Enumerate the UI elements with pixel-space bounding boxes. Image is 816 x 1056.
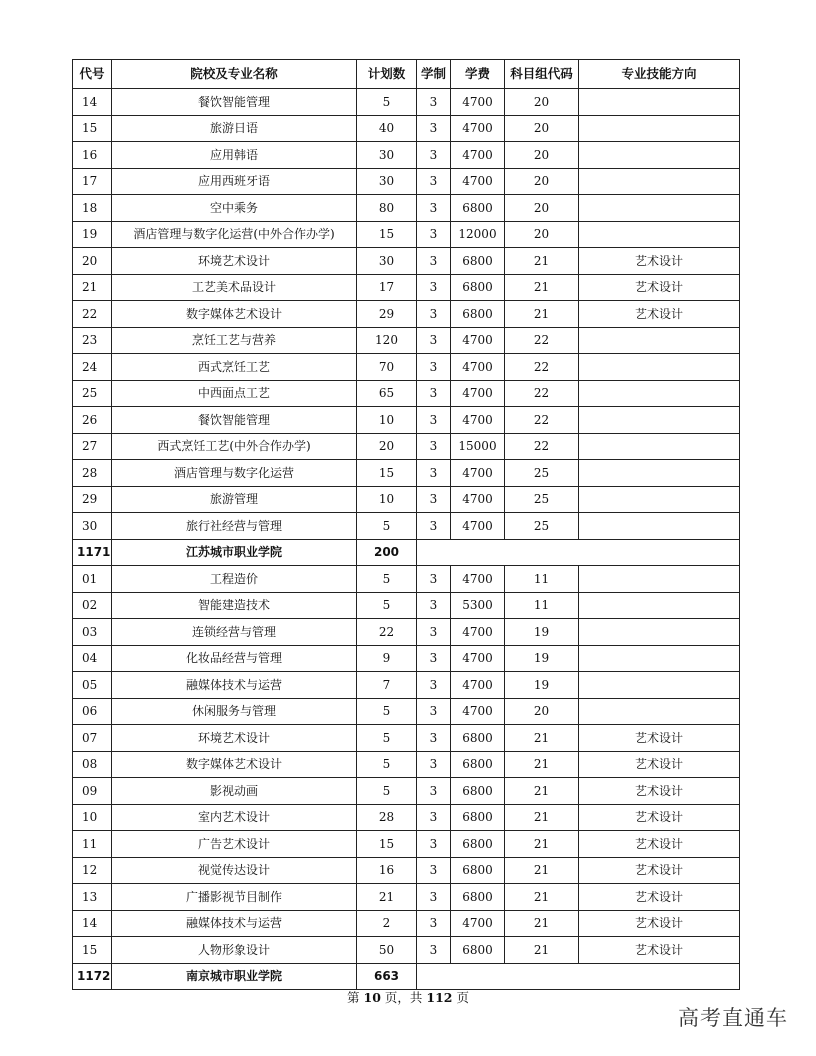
row-plan: 9 [357,645,417,672]
row-subject: 11 [505,566,579,593]
footer-mid: 页，共 [384,990,423,1005]
row-subject: 20 [505,168,579,195]
header-fee: 学费 [451,60,505,89]
row-skill: 艺术设计 [579,831,740,858]
row-plan: 29 [357,301,417,328]
row-code: 16 [73,142,112,169]
row-name: 工程造价 [112,566,357,593]
school-row-1171-group [73,539,740,566]
row-years: 3 [417,592,451,619]
table-row [73,910,740,937]
row-fee: 4700 [451,486,505,513]
table-row [73,725,740,752]
row-code: 27 [73,433,112,460]
row-subject: 25 [505,513,579,540]
row-subject: 21 [505,804,579,831]
table-row [73,380,740,407]
row-subject: 21 [505,884,579,911]
row-subject: 20 [505,698,579,725]
row-years: 3 [417,698,451,725]
row-plan: 15 [357,221,417,248]
row-years: 3 [417,433,451,460]
row-name: 广告艺术设计 [112,831,357,858]
row-code: 14 [73,89,112,116]
table-row [73,327,740,354]
table-row [73,433,740,460]
row-plan: 5 [357,89,417,116]
row-subject: 21 [505,301,579,328]
table-row [73,274,740,301]
table-row [73,115,740,142]
row-skill [579,115,740,142]
row-subject: 21 [505,274,579,301]
row-years: 3 [417,142,451,169]
row-years: 3 [417,672,451,699]
row-plan: 5 [357,513,417,540]
row-plan: 2 [357,910,417,937]
row-skill [579,89,740,116]
row-plan: 15 [357,831,417,858]
row-name: 应用韩语 [112,142,357,169]
table-row [73,248,740,275]
row-skill: 艺术设计 [579,884,740,911]
row-skill [579,698,740,725]
row-subject: 22 [505,407,579,434]
row-subject: 20 [505,142,579,169]
row-code: 20 [73,248,112,275]
row-skill: 艺术设计 [579,937,740,964]
row-name: 烹饪工艺与营养 [112,327,357,354]
table-row [73,460,740,487]
row-fee: 4700 [451,407,505,434]
row-years: 3 [417,884,451,911]
table-row [73,619,740,646]
row-plan: 22 [357,619,417,646]
row-name: 人物形象设计 [112,937,357,964]
table-row [73,645,740,672]
row-fee: 6800 [451,804,505,831]
row-name: 环境艺术设计 [112,248,357,275]
table-row [73,89,740,116]
row-fee: 4700 [451,142,505,169]
row-subject: 21 [505,248,579,275]
row-plan: 17 [357,274,417,301]
row-fee: 6800 [451,725,505,752]
table-row [73,354,740,381]
header-skill: 专业技能方向 [579,60,740,89]
row-years: 3 [417,513,451,540]
row-plan: 7 [357,672,417,699]
row-subject: 20 [505,221,579,248]
footer-prefix: 第 [347,990,360,1005]
row-code: 13 [73,884,112,911]
row-skill: 艺术设计 [579,778,740,805]
row-years: 3 [417,937,451,964]
school-row [73,539,740,566]
row-plan: 30 [357,168,417,195]
row-skill [579,354,740,381]
row-subject: 20 [505,89,579,116]
row-name: 融媒体技术与运营 [112,672,357,699]
school-code: 1172 [73,963,112,990]
school-name: 南京城市职业学院 [112,963,357,990]
row-fee: 4700 [451,910,505,937]
row-code: 19 [73,221,112,248]
row-fee: 4700 [451,89,505,116]
row-skill [579,460,740,487]
row-plan: 70 [357,354,417,381]
row-subject: 20 [505,115,579,142]
row-fee: 4700 [451,619,505,646]
row-plan: 30 [357,142,417,169]
table-row [73,195,740,222]
row-fee: 6800 [451,195,505,222]
row-name: 酒店管理与数字化运营 [112,460,357,487]
row-skill: 艺术设计 [579,751,740,778]
row-name: 连锁经营与管理 [112,619,357,646]
row-years: 3 [417,460,451,487]
row-skill [579,566,740,593]
row-name: 中西面点工艺 [112,380,357,407]
row-code: 15 [73,937,112,964]
row-subject: 21 [505,778,579,805]
row-name: 智能建造技术 [112,592,357,619]
table-row [73,142,740,169]
row-years: 3 [417,751,451,778]
table-row [73,301,740,328]
header-subject: 科目组代码 [505,60,579,89]
row-fee: 6800 [451,778,505,805]
row-skill: 艺术设计 [579,248,740,275]
school-plan: 200 [357,539,417,566]
row-code: 06 [73,698,112,725]
row-fee: 5300 [451,592,505,619]
footer-suffix: 页 [456,990,469,1005]
school-blank [417,963,740,990]
row-fee: 4700 [451,645,505,672]
row-plan: 28 [357,804,417,831]
row-subject: 21 [505,725,579,752]
row-subject: 22 [505,354,579,381]
row-name: 空中乘务 [112,195,357,222]
table-row [73,513,740,540]
row-fee: 15000 [451,433,505,460]
row-fee: 6800 [451,274,505,301]
row-name: 工艺美术品设计 [112,274,357,301]
row-code: 26 [73,407,112,434]
major-rows-group-b [73,566,740,964]
row-years: 3 [417,566,451,593]
row-years: 3 [417,778,451,805]
row-subject: 22 [505,327,579,354]
row-code: 12 [73,857,112,884]
school-row [73,963,740,990]
row-plan: 50 [357,937,417,964]
row-subject: 19 [505,645,579,672]
header-plan: 计划数 [357,60,417,89]
row-fee: 6800 [451,751,505,778]
row-name: 室内艺术设计 [112,804,357,831]
row-code: 25 [73,380,112,407]
row-plan: 10 [357,407,417,434]
row-code: 01 [73,566,112,593]
row-skill [579,513,740,540]
row-subject: 25 [505,460,579,487]
row-plan: 80 [357,195,417,222]
row-plan: 10 [357,486,417,513]
row-code: 10 [73,804,112,831]
table-row [73,168,740,195]
row-years: 3 [417,645,451,672]
row-subject: 21 [505,831,579,858]
row-years: 3 [417,910,451,937]
row-subject: 19 [505,672,579,699]
row-subject: 20 [505,195,579,222]
row-name: 广播影视节目制作 [112,884,357,911]
header-code: 代号 [73,60,112,89]
row-skill [579,142,740,169]
row-fee: 4700 [451,566,505,593]
row-skill [579,619,740,646]
school-code: 1171 [73,539,112,566]
row-name: 数字媒体艺术设计 [112,751,357,778]
row-skill: 艺术设计 [579,910,740,937]
row-name: 数字媒体艺术设计 [112,301,357,328]
header-years: 学制 [417,60,451,89]
row-plan: 21 [357,884,417,911]
row-fee: 4700 [451,115,505,142]
row-code: 11 [73,831,112,858]
row-years: 3 [417,857,451,884]
row-plan: 5 [357,778,417,805]
row-subject: 21 [505,751,579,778]
row-skill [579,168,740,195]
row-plan: 5 [357,725,417,752]
row-fee: 6800 [451,884,505,911]
row-plan: 16 [357,857,417,884]
row-plan: 120 [357,327,417,354]
row-subject: 19 [505,619,579,646]
table-row [73,884,740,911]
table-row [73,672,740,699]
row-skill [579,195,740,222]
row-skill [579,433,740,460]
school-blank [417,539,740,566]
row-skill [579,380,740,407]
footer-page-number: 10 [363,990,381,1005]
row-skill [579,645,740,672]
row-plan: 20 [357,433,417,460]
row-name: 旅游日语 [112,115,357,142]
row-code: 30 [73,513,112,540]
row-years: 3 [417,486,451,513]
school-name: 江苏城市职业学院 [112,539,357,566]
row-name: 影视动画 [112,778,357,805]
row-code: 21 [73,274,112,301]
row-code: 07 [73,725,112,752]
row-skill: 艺术设计 [579,804,740,831]
row-code: 22 [73,301,112,328]
row-plan: 5 [357,566,417,593]
row-subject: 21 [505,857,579,884]
row-fee: 4700 [451,327,505,354]
row-years: 3 [417,248,451,275]
row-fee: 6800 [451,831,505,858]
row-skill: 艺术设计 [579,725,740,752]
row-years: 3 [417,327,451,354]
row-years: 3 [417,804,451,831]
table-row [73,221,740,248]
table-row [73,804,740,831]
major-rows-group-a [73,89,740,540]
row-code: 04 [73,645,112,672]
row-fee: 4700 [451,168,505,195]
row-fee: 4700 [451,354,505,381]
row-name: 化妆品经营与管理 [112,645,357,672]
row-fee: 6800 [451,248,505,275]
row-subject: 22 [505,380,579,407]
table-row [73,857,740,884]
row-years: 3 [417,168,451,195]
row-years: 3 [417,354,451,381]
header-name: 院校及专业名称 [112,60,357,89]
row-plan: 40 [357,115,417,142]
row-years: 3 [417,89,451,116]
row-skill: 艺术设计 [579,857,740,884]
row-fee: 6800 [451,301,505,328]
row-code: 05 [73,672,112,699]
row-subject: 25 [505,486,579,513]
table-row [73,778,740,805]
row-code: 18 [73,195,112,222]
row-fee: 4700 [451,380,505,407]
row-fee: 6800 [451,857,505,884]
row-code: 02 [73,592,112,619]
row-years: 3 [417,115,451,142]
row-code: 23 [73,327,112,354]
row-name: 酒店管理与数字化运营(中外合作办学) [112,221,357,248]
row-years: 3 [417,195,451,222]
row-skill [579,592,740,619]
row-plan: 5 [357,698,417,725]
row-name: 旅行社经营与管理 [112,513,357,540]
row-plan: 65 [357,380,417,407]
row-years: 3 [417,274,451,301]
row-name: 西式烹饪工艺 [112,354,357,381]
row-subject: 22 [505,433,579,460]
row-code: 28 [73,460,112,487]
row-fee: 4700 [451,460,505,487]
row-skill: 艺术设计 [579,301,740,328]
row-name: 环境艺术设计 [112,725,357,752]
row-code: 29 [73,486,112,513]
row-code: 08 [73,751,112,778]
row-name: 旅游管理 [112,486,357,513]
row-name: 休闲服务与管理 [112,698,357,725]
row-plan: 30 [357,248,417,275]
row-fee: 4700 [451,672,505,699]
enrollment-table [72,59,740,990]
row-code: 14 [73,910,112,937]
table-row [73,566,740,593]
row-skill [579,327,740,354]
school-plan: 663 [357,963,417,990]
row-plan: 5 [357,751,417,778]
table-row [73,698,740,725]
row-subject: 21 [505,910,579,937]
row-name: 餐饮智能管理 [112,407,357,434]
row-skill [579,407,740,434]
row-code: 09 [73,778,112,805]
table-row [73,937,740,964]
row-fee: 12000 [451,221,505,248]
row-years: 3 [417,301,451,328]
row-name: 餐饮智能管理 [112,89,357,116]
row-skill [579,672,740,699]
row-name: 融媒体技术与运营 [112,910,357,937]
row-years: 3 [417,831,451,858]
row-code: 03 [73,619,112,646]
row-subject: 11 [505,592,579,619]
table-row [73,592,740,619]
table-row [73,407,740,434]
row-name: 视觉传达设计 [112,857,357,884]
row-code: 17 [73,168,112,195]
table-row [73,751,740,778]
row-fee: 6800 [451,937,505,964]
row-years: 3 [417,221,451,248]
footer-total-pages: 112 [426,990,453,1005]
row-plan: 15 [357,460,417,487]
row-name: 应用西班牙语 [112,168,357,195]
row-code: 24 [73,354,112,381]
header-row [73,60,740,89]
table-row [73,831,740,858]
row-fee: 4700 [451,513,505,540]
row-plan: 5 [357,592,417,619]
table-row [73,486,740,513]
row-skill [579,221,740,248]
row-name: 西式烹饪工艺(中外合作办学) [112,433,357,460]
school-row-1172-group [73,963,740,990]
row-skill: 艺术设计 [579,274,740,301]
watermark-text: 高考直通车 [678,1006,788,1030]
row-years: 3 [417,380,451,407]
row-years: 3 [417,407,451,434]
row-years: 3 [417,619,451,646]
row-subject: 21 [505,937,579,964]
row-code: 15 [73,115,112,142]
row-skill [579,486,740,513]
row-fee: 4700 [451,698,505,725]
row-years: 3 [417,725,451,752]
